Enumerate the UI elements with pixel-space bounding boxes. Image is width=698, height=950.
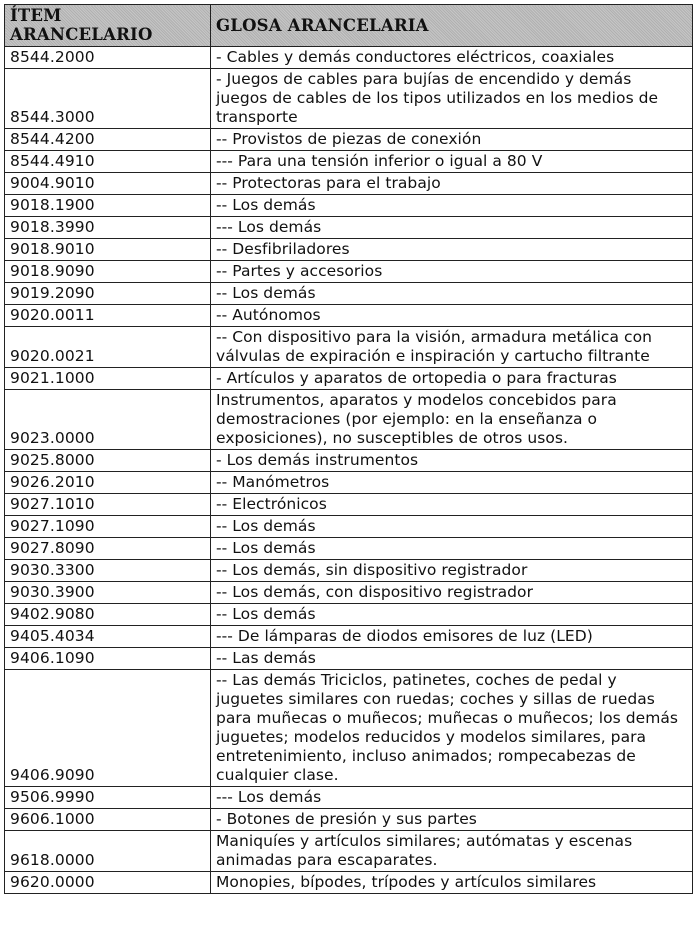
item-code-cell: 9019.2090 — [5, 283, 211, 305]
item-code-cell: 9402.9080 — [5, 604, 211, 626]
item-code-cell: 9027.1090 — [5, 516, 211, 538]
item-code-cell: 9018.9010 — [5, 239, 211, 261]
glosa-cell: Monopies, bípodes, trípodes y artículos similares — [211, 872, 693, 894]
glosa-cell: -- Los demás — [211, 516, 693, 538]
item-code-cell: 9620.0000 — [5, 872, 211, 894]
item-code-cell: 9020.0021 — [5, 327, 211, 368]
glosa-cell: Instrumentos, aparatos y modelos concebidos para demostraciones (por ejemplo: en la enseñanza o exposiciones), no susceptibles de otros usos. — [211, 390, 693, 450]
table-row — [5, 368, 693, 390]
glosa-cell: -- Partes y accesorios — [211, 261, 693, 283]
glosa-cell: Maniquíes y artículos similares; autómatas y escenas animadas para escaparates. — [211, 831, 693, 872]
table-body — [5, 47, 693, 894]
table-row — [5, 472, 693, 494]
item-code-cell: 9018.9090 — [5, 261, 211, 283]
item-code-cell: 9004.9010 — [5, 173, 211, 195]
glosa-cell: --- Los demás — [211, 787, 693, 809]
item-code-cell: 8544.4910 — [5, 151, 211, 173]
item-code-cell: 9030.3900 — [5, 582, 211, 604]
item-code-cell: 9406.9090 — [5, 670, 211, 787]
item-code-cell: 9030.3300 — [5, 560, 211, 582]
table-row — [5, 582, 693, 604]
item-code-cell: 9606.1000 — [5, 809, 211, 831]
table-row — [5, 173, 693, 195]
glosa-cell: -- Las demás — [211, 648, 693, 670]
item-code-cell: 9018.3990 — [5, 217, 211, 239]
glosa-cell: -- Los demás — [211, 604, 693, 626]
item-code-cell: 9020.0011 — [5, 305, 211, 327]
item-code-cell: 9405.4034 — [5, 626, 211, 648]
table-row — [5, 872, 693, 894]
item-code-cell: 9023.0000 — [5, 390, 211, 450]
item-code-cell: 9027.8090 — [5, 538, 211, 560]
table-row — [5, 626, 693, 648]
glosa-cell: -- Con dispositivo para la visión, armadura metálica con válvulas de expiración e inspiración y cartucho filtrante — [211, 327, 693, 368]
table-row — [5, 327, 693, 368]
glosa-cell: -- Desfibriladores — [211, 239, 693, 261]
table-row — [5, 47, 693, 69]
glosa-cell: - Juegos de cables para bujías de encendido y demás juegos de cables de los tipos utilizados en los medios de transporte — [211, 69, 693, 129]
table-header — [5, 5, 693, 47]
table-row — [5, 239, 693, 261]
table-row — [5, 831, 693, 872]
glosa-cell: --- De lámparas de diodos emisores de luz (LED) — [211, 626, 693, 648]
table-row — [5, 538, 693, 560]
item-code-cell: 9026.2010 — [5, 472, 211, 494]
glosa-cell: --- Los demás — [211, 217, 693, 239]
item-code-cell: 9506.9990 — [5, 787, 211, 809]
item-code-cell: 8544.4200 — [5, 129, 211, 151]
glosa-cell: -- Los demás — [211, 538, 693, 560]
table-row — [5, 604, 693, 626]
table-row — [5, 450, 693, 472]
header-glosa-arancelaria: GLOSA ARANCELARIA — [211, 5, 693, 47]
glosa-cell: -- Los demás — [211, 195, 693, 217]
glosa-cell: -- Manómetros — [211, 472, 693, 494]
glosa-cell: -- Los demás, sin dispositivo registrador — [211, 560, 693, 582]
header-item-arancelario: ÍTEM ARANCELARIO — [5, 5, 211, 47]
item-code-cell: 8544.2000 — [5, 47, 211, 69]
table-row — [5, 217, 693, 239]
glosa-cell: -- Electrónicos — [211, 494, 693, 516]
glosa-cell: - Los demás instrumentos — [211, 450, 693, 472]
item-code-cell: 9406.1090 — [5, 648, 211, 670]
table-row — [5, 787, 693, 809]
glosa-cell: -- Las demás Triciclos, patinetes, coches de pedal y juguetes similares con ruedas; coches y sillas de ruedas para muñecas o muñecos; muñecas o muñecos; los demás juguetes; modelos reducidos y modelos similares, para entretenimiento, incluso animados; rompecabezas de cualquier clase. — [211, 670, 693, 787]
table-row — [5, 516, 693, 538]
table-row — [5, 195, 693, 217]
table-row — [5, 494, 693, 516]
item-code-cell: 9025.8000 — [5, 450, 211, 472]
table-row — [5, 670, 693, 787]
table-row — [5, 809, 693, 831]
item-code-cell: 8544.3000 — [5, 69, 211, 129]
table-row — [5, 261, 693, 283]
table-row — [5, 390, 693, 450]
table-row — [5, 151, 693, 173]
glosa-cell: -- Los demás — [211, 283, 693, 305]
glosa-cell: - Cables y demás conductores eléctricos, coaxiales — [211, 47, 693, 69]
glosa-cell: -- Los demás, con dispositivo registrador — [211, 582, 693, 604]
header-row — [5, 5, 693, 47]
item-code-cell: 9027.1010 — [5, 494, 211, 516]
table-row — [5, 283, 693, 305]
glosa-cell: -- Autónomos — [211, 305, 693, 327]
glosa-cell: --- Para una tensión inferior o igual a 80 V — [211, 151, 693, 173]
item-code-cell: 9021.1000 — [5, 368, 211, 390]
table-row — [5, 648, 693, 670]
table-row — [5, 69, 693, 129]
table-row — [5, 305, 693, 327]
glosa-cell: -- Provistos de piezas de conexión — [211, 129, 693, 151]
tariff-table — [4, 4, 693, 894]
item-code-cell: 9618.0000 — [5, 831, 211, 872]
glosa-cell: - Artículos y aparatos de ortopedia o para fracturas — [211, 368, 693, 390]
table-row — [5, 129, 693, 151]
item-code-cell: 9018.1900 — [5, 195, 211, 217]
table-row — [5, 560, 693, 582]
glosa-cell: -- Protectoras para el trabajo — [211, 173, 693, 195]
glosa-cell: - Botones de presión y sus partes — [211, 809, 693, 831]
